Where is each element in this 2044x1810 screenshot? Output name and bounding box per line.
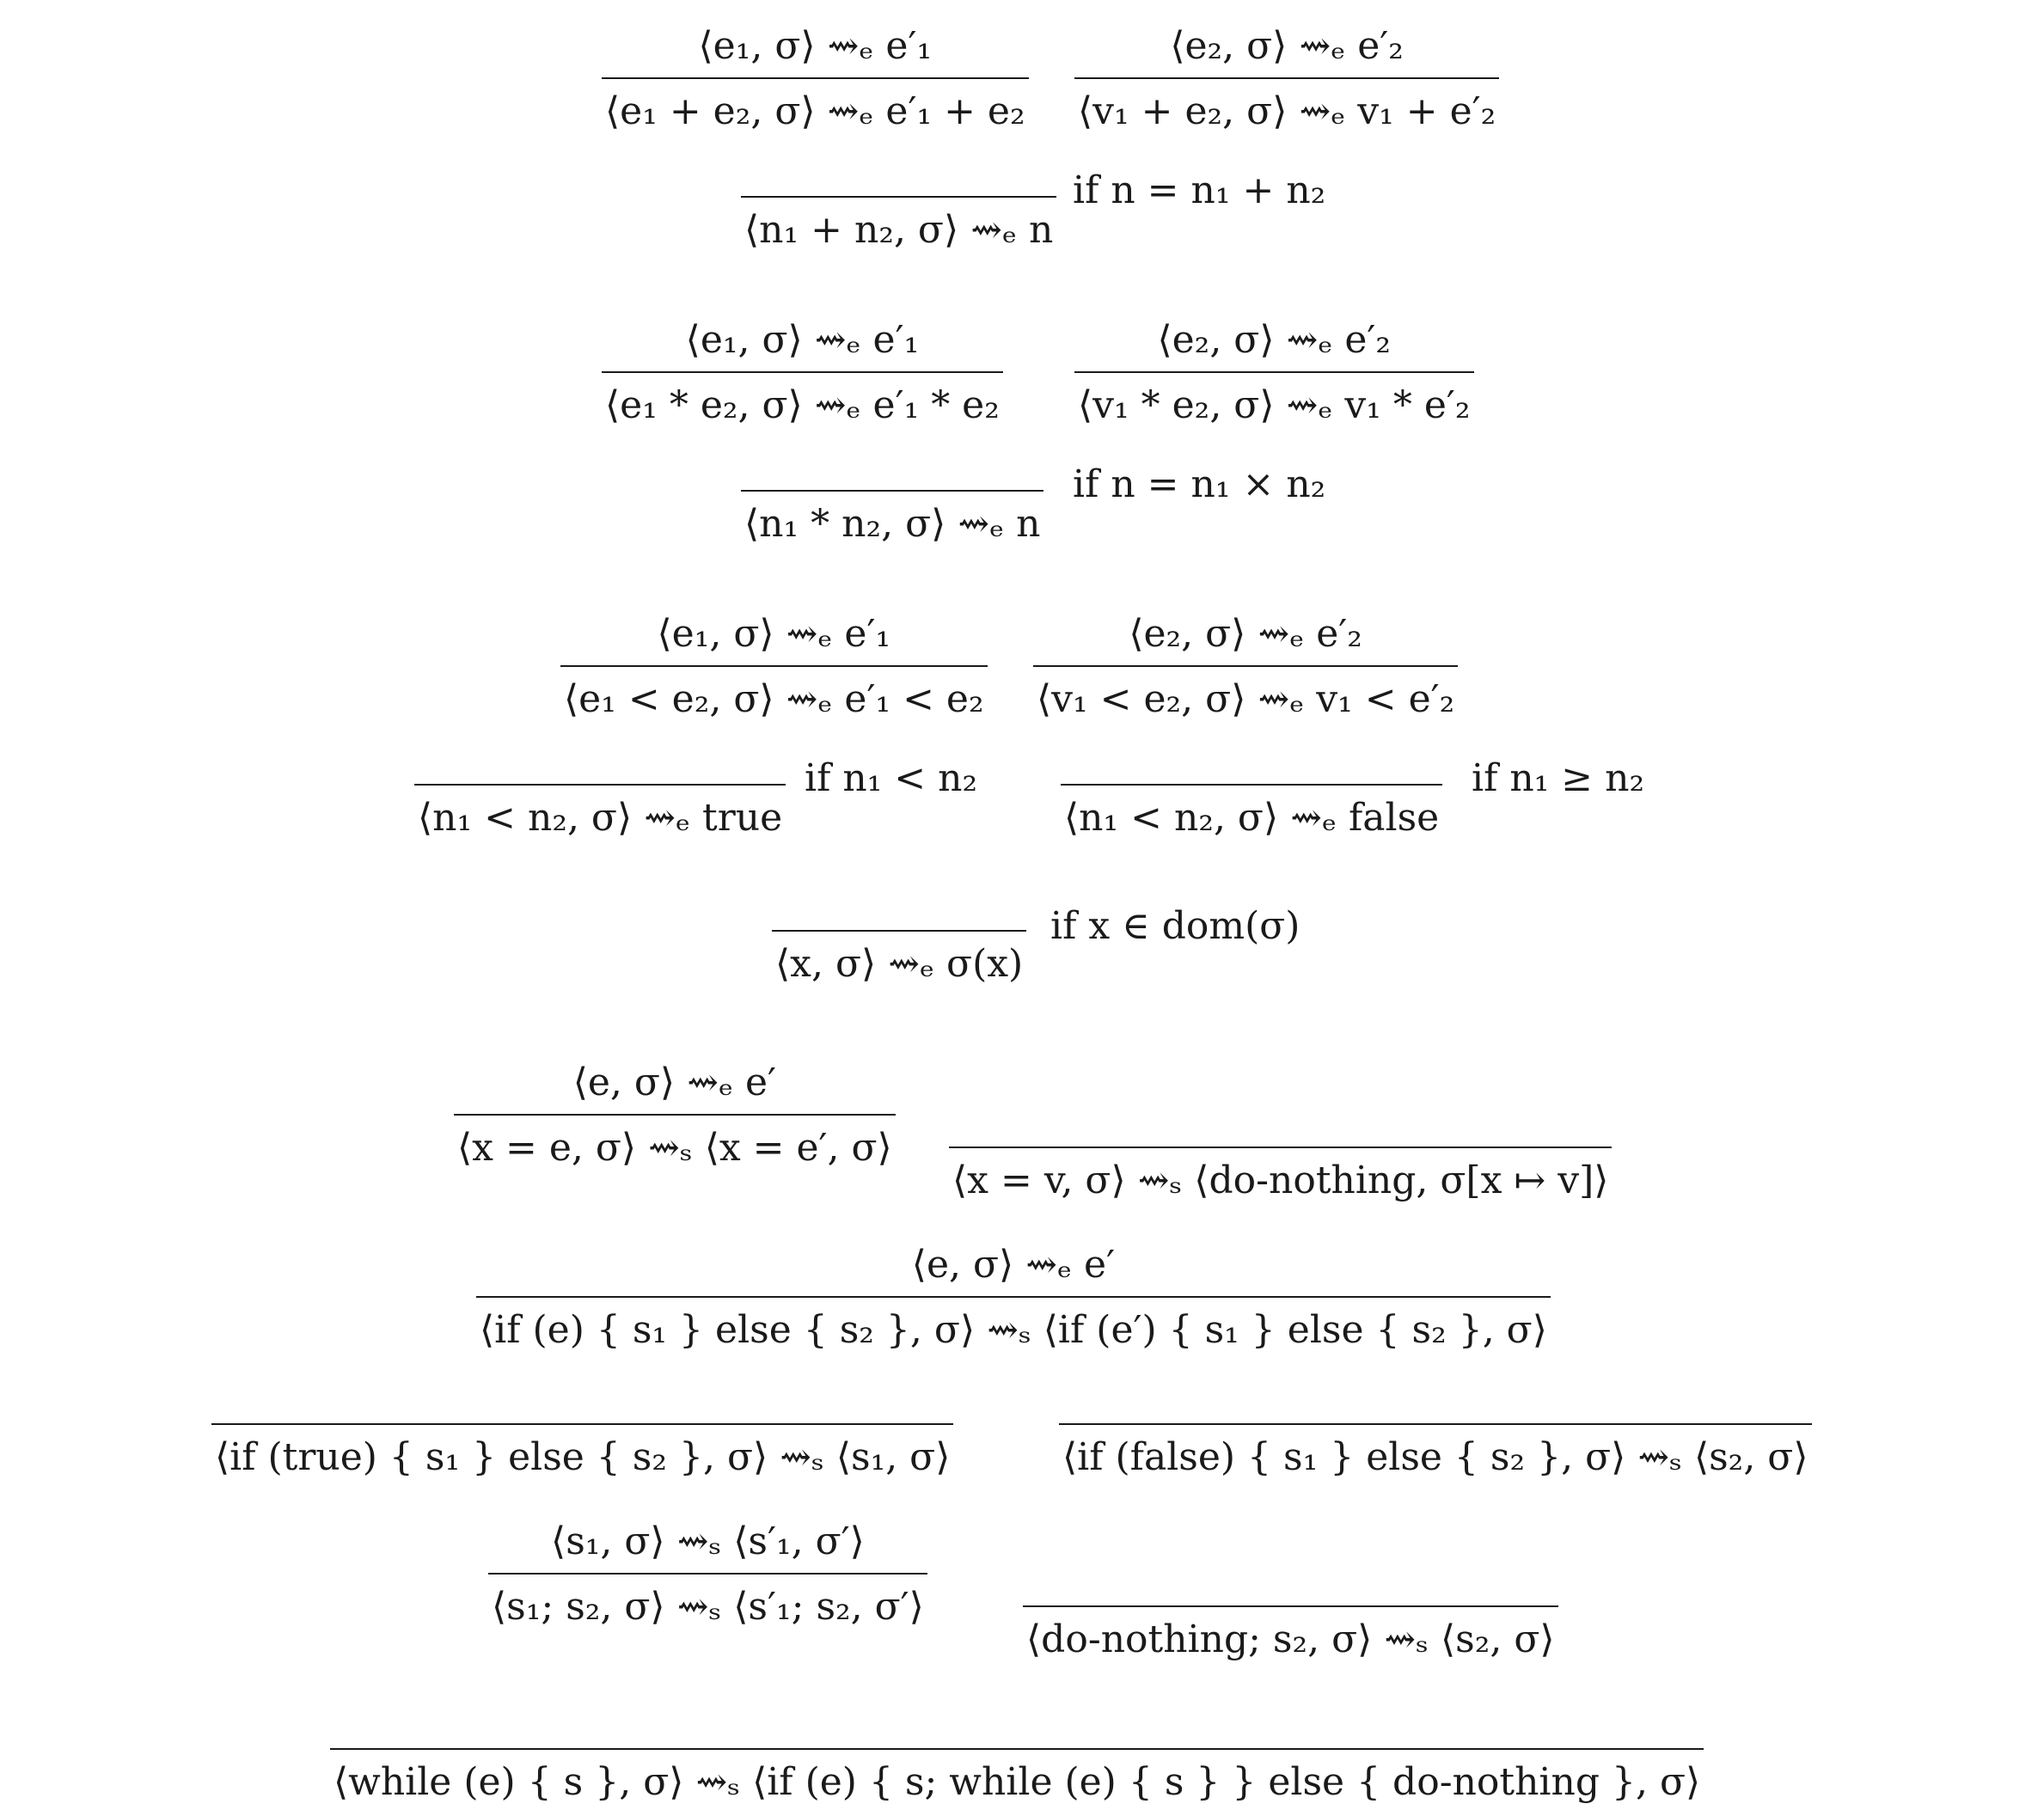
- side-condition: if n = n₁ × n₂: [1073, 462, 1326, 506]
- rule-assign-step: [454, 1055, 896, 1176]
- rule-premise: ⟨e₂, σ⟩ ⇝ₑ e′₂: [1129, 612, 1362, 656]
- inference-bar: [1059, 1423, 1812, 1425]
- rule-premise: ⟨e, σ⟩ ⇝ₑ e′: [572, 1061, 777, 1104]
- rule-conclusion: ⟨x = v, σ⟩ ⇝ₛ ⟨do-nothing, σ[x ↦ v]⟩: [952, 1159, 1609, 1202]
- inference-bar: [414, 784, 786, 786]
- rule-conclusion: ⟨if (false) { s₁ } else { s₂ }, σ⟩ ⇝ₛ ⟨s₂, σ⟩: [1062, 1435, 1808, 1479]
- rule-lt-false: [1061, 751, 1442, 846]
- inference-bar: [1074, 371, 1474, 373]
- side-condition: if n₁ ≥ n₂: [1472, 756, 1645, 800]
- side-condition: if x ∈ dom(σ): [1050, 904, 1300, 948]
- rule-while: [330, 1715, 1704, 1810]
- side-condition: if n = n₁ + n₂: [1073, 168, 1326, 212]
- rule-conclusion: ⟨if (e) { s₁ } else { s₂ }, σ⟩ ⇝ₛ ⟨if (e′) { s₁ } else { s₂ }, σ⟩: [480, 1308, 1547, 1352]
- rule-conclusion: ⟨v₁ * e₂, σ⟩ ⇝ₑ v₁ * e′₂: [1078, 383, 1471, 427]
- inference-bar: [1033, 665, 1458, 667]
- inference-bar: [741, 196, 1056, 198]
- rule-conclusion: ⟨n₁ * n₂, σ⟩ ⇝ₑ n: [744, 502, 1041, 546]
- rule-premise: ⟨e₂, σ⟩ ⇝ₑ e′₂: [1170, 24, 1404, 68]
- rule-conclusion: ⟨x = e, σ⟩ ⇝ₛ ⟨x = e′, σ⟩: [457, 1126, 892, 1170]
- inference-bar: [211, 1423, 953, 1425]
- rule-premise: ⟨e₁, σ⟩ ⇝ₑ e′₁: [698, 24, 933, 68]
- rule-mul-num: [741, 457, 1043, 552]
- rule-lt-right: [1033, 607, 1458, 727]
- inference-bar: [772, 930, 1026, 932]
- inference-bar: [1061, 784, 1442, 786]
- rule-premise: ⟨e, σ⟩ ⇝ₑ e′: [911, 1243, 1116, 1287]
- inference-bar: [488, 1573, 927, 1575]
- side-condition: if n₁ < n₂: [805, 756, 978, 800]
- inference-bar: [476, 1296, 1551, 1298]
- rule-conclusion: ⟨e₁ + e₂, σ⟩ ⇝ₑ e′₁ + e₂: [605, 89, 1025, 133]
- rule-conclusion: ⟨if (true) { s₁ } else { s₂ }, σ⟩ ⇝ₛ ⟨s₁, σ⟩: [215, 1435, 951, 1479]
- rule-seq-skip: [1023, 1573, 1558, 1667]
- rule-premise: ⟨s₁, σ⟩ ⇝ₛ ⟨s′₁, σ′⟩: [551, 1520, 865, 1563]
- inference-bar: [602, 77, 1029, 79]
- rule-mul-right: [1074, 313, 1474, 433]
- inference-bar: [1023, 1605, 1558, 1607]
- inference-bar: [1074, 77, 1499, 79]
- rule-conclusion: ⟨n₁ + n₂, σ⟩ ⇝ₑ n: [744, 208, 1054, 252]
- rule-conclusion: ⟨x, σ⟩ ⇝ₑ σ(x): [775, 942, 1024, 986]
- rule-if-true: [211, 1391, 953, 1485]
- rule-premise: ⟨e₁, σ⟩ ⇝ₑ e′₁: [657, 612, 891, 656]
- rule-plus-right: [1074, 19, 1499, 139]
- rule-mul-left: [602, 313, 1003, 433]
- rule-var: [772, 897, 1026, 992]
- rule-conclusion: ⟨v₁ < e₂, σ⟩ ⇝ₑ v₁ < e′₂: [1037, 677, 1455, 721]
- rule-lt-left: [560, 607, 988, 727]
- inference-bar: [741, 490, 1043, 492]
- rule-conclusion: ⟨v₁ + e₂, σ⟩ ⇝ₑ v₁ + e′₂: [1078, 89, 1496, 133]
- rule-plus-num: [741, 163, 1056, 258]
- inference-bar: [949, 1147, 1612, 1148]
- rule-conclusion: ⟨n₁ < n₂, σ⟩ ⇝ₑ false: [1064, 796, 1440, 840]
- rule-conclusion: ⟨while (e) { s }, σ⟩ ⇝ₛ ⟨if (e) { s; while (e) { s } } else { do-nothing }, σ⟩: [334, 1760, 1701, 1804]
- rule-conclusion: ⟨n₁ < n₂, σ⟩ ⇝ₑ true: [418, 796, 783, 840]
- inference-bar: [330, 1748, 1704, 1750]
- rule-assign-val: [949, 1114, 1612, 1208]
- inference-bar: [560, 665, 988, 667]
- rule-seq-step: [488, 1514, 927, 1635]
- inference-bar: [602, 371, 1003, 373]
- rule-conclusion: ⟨e₁ < e₂, σ⟩ ⇝ₑ e′₁ < e₂: [564, 677, 984, 721]
- rule-premise: ⟨e₁, σ⟩ ⇝ₑ e′₁: [685, 318, 920, 362]
- rule-lt-true: [414, 751, 786, 846]
- inference-bar: [454, 1114, 896, 1116]
- rule-conclusion: ⟨do-nothing; s₂, σ⟩ ⇝ₛ ⟨s₂, σ⟩: [1026, 1617, 1555, 1661]
- rule-if-false: [1059, 1391, 1812, 1485]
- rule-conclusion: ⟨s₁; s₂, σ⟩ ⇝ₛ ⟨s′₁; s₂, σ′⟩: [492, 1585, 924, 1629]
- rule-conclusion: ⟨e₁ * e₂, σ⟩ ⇝ₑ e′₁ * e₂: [605, 383, 1000, 427]
- rule-plus-left: [602, 19, 1029, 139]
- rule-if-step: [476, 1238, 1551, 1358]
- rule-premise: ⟨e₂, σ⟩ ⇝ₑ e′₂: [1157, 318, 1392, 362]
